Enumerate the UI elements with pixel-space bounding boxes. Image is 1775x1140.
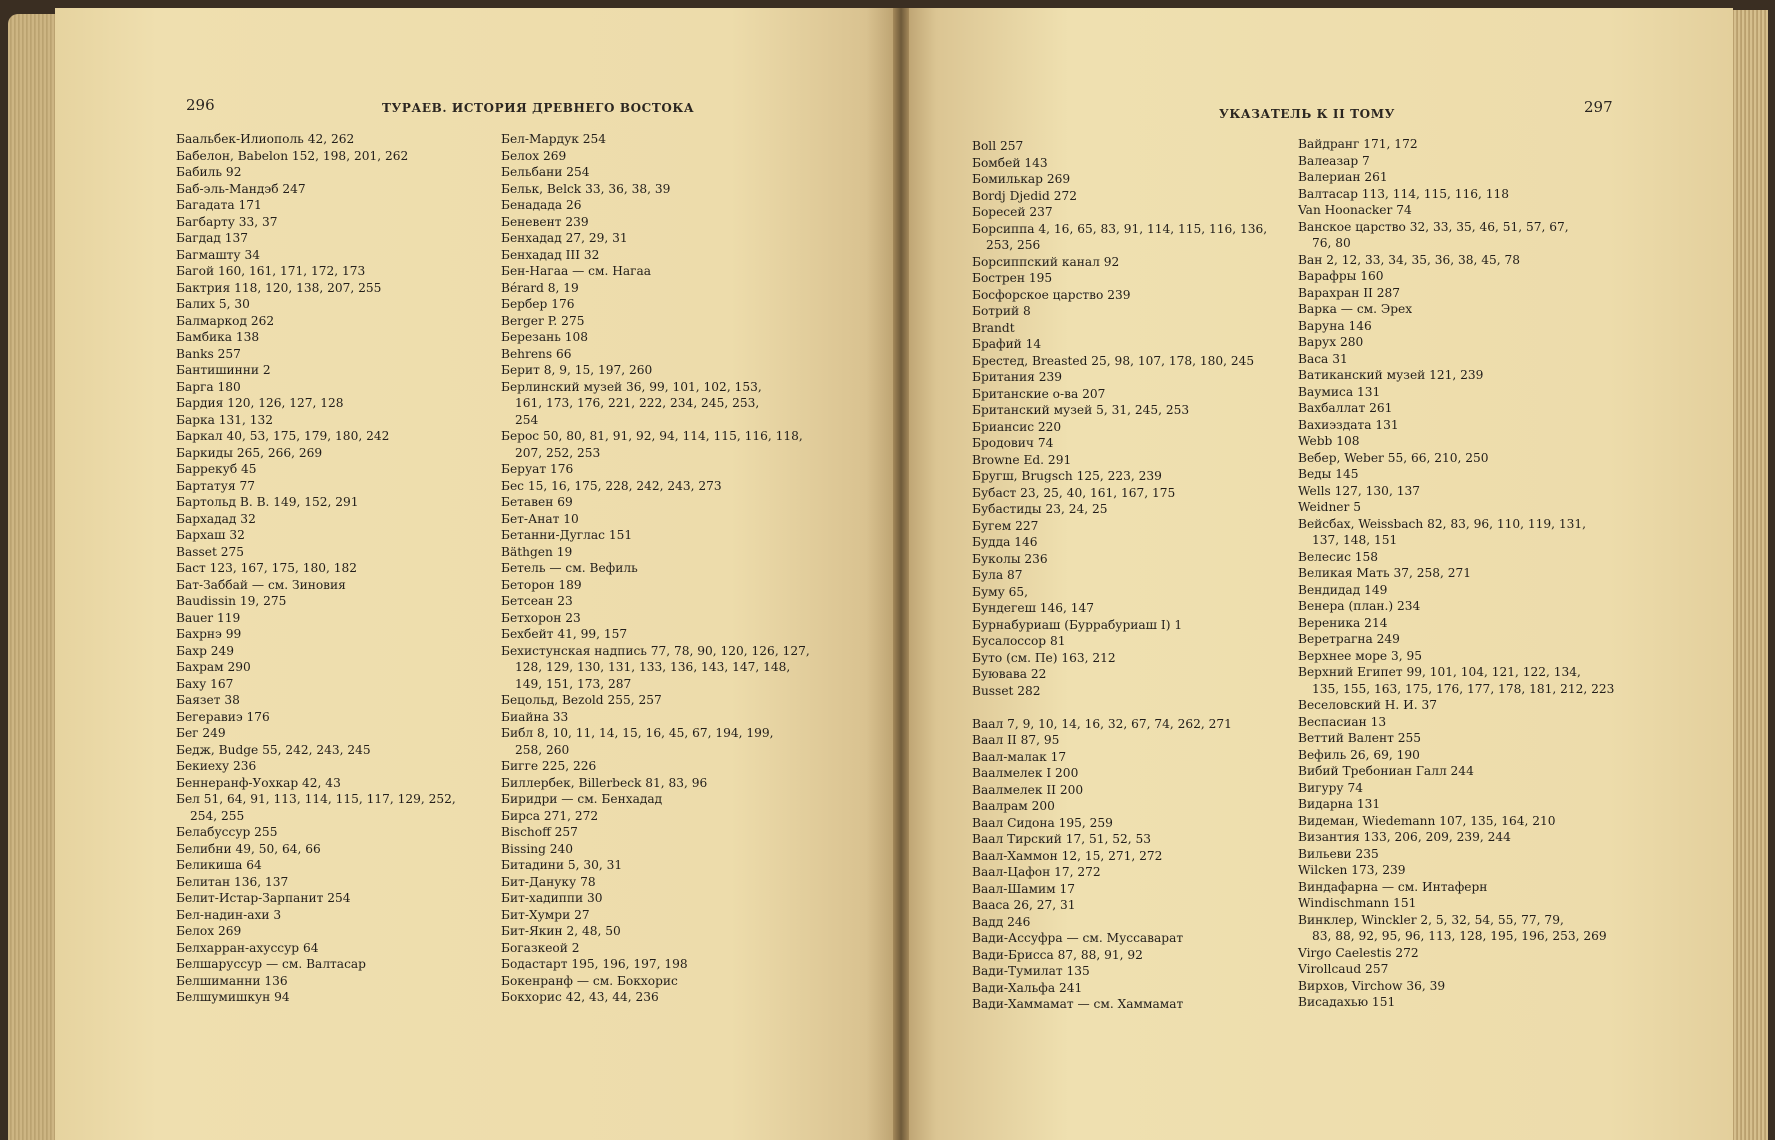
- index-entry: Вереника 214: [1298, 615, 1388, 630]
- index-entry: Винклер, Winckler 2, 5, 32, 54, 55, 77, 79,: [1298, 912, 1564, 927]
- index-entry: Вибий Требониан Галл 244: [1298, 764, 1474, 778]
- index-entry: Буколы 236: [972, 551, 1048, 566]
- index-entry: Баркиды 265, 266, 269: [176, 445, 323, 460]
- index-entry: Бахр 249: [176, 643, 235, 658]
- index-entry: Белибни 49, 50, 64, 66: [176, 841, 321, 856]
- index-entry: Вааса 26, 27, 31: [972, 898, 1076, 912]
- index-entry: Баррекуб 45: [176, 462, 257, 476]
- index-entry: Белит-Истар-Зарпанит 254: [176, 891, 351, 905]
- index-entry: Бербер 176: [501, 297, 575, 311]
- index-entry: Баальбек-Илиополь 42, 262: [176, 132, 355, 146]
- index-entry: Варафры 160: [1298, 269, 1384, 283]
- index-entry: Багбарту 33, 37: [176, 214, 278, 229]
- index-entry: Белшиманни 136: [176, 973, 288, 988]
- index-entry: Вирхов, Virchow 36, 39: [1298, 978, 1446, 993]
- left-page-number: 296: [186, 96, 215, 114]
- index-entry: Бекиеху 236: [176, 759, 257, 773]
- index-entry-continuation: 149, 151, 173, 287: [515, 676, 632, 691]
- index-entry: Беннеранф-Уохкар 42, 43: [176, 775, 341, 790]
- index-entry: Behrens 66: [501, 346, 572, 361]
- index-entry: Бубастиды 23, 24, 25: [972, 502, 1108, 516]
- index-entry: Вильеви 235: [1298, 846, 1379, 861]
- left-index-column-1: [176, 131, 456, 1006]
- index-entry: Вайдранг 171, 172: [1298, 137, 1418, 151]
- index-entry: Бехбейт 41, 99, 157: [501, 627, 628, 641]
- index-entry: Вади-Хаммамат — см. Хаммамат: [972, 997, 1184, 1011]
- right-index-column-1: [972, 138, 1267, 1013]
- index-entry-continuation: 254: [515, 412, 539, 427]
- index-entry: Биллербек, Billerbeck 81, 83, 96: [501, 775, 708, 790]
- index-entry: Бусалоссор 81: [972, 634, 1066, 648]
- index-entry: Вейсбах, Weissbach 82, 83, 96, 110, 119, 131,: [1298, 516, 1587, 531]
- index-entry: Вигуру 74: [1298, 780, 1363, 795]
- index-entry: Варуна 146: [1298, 318, 1372, 333]
- index-entry: Ваал-Шамим 17: [972, 881, 1075, 896]
- index-entry: Веретрагна 249: [1298, 632, 1400, 646]
- index-entry: Белшаруссур — см. Валтасар: [176, 957, 366, 971]
- index-entry: Вебер, Weber 55, 66, 210, 250: [1298, 450, 1489, 465]
- index-entry: Беторон 189: [501, 577, 582, 592]
- index-entry: Бельбани 254: [501, 165, 590, 179]
- index-entry: Бетсеан 23: [501, 594, 573, 608]
- index-entry: Бит-хадиппи 30: [501, 891, 603, 905]
- index-entry: Бархаш 32: [176, 528, 245, 542]
- index-entry: Битадини 5, 30, 31: [501, 858, 623, 872]
- index-entry: Бострен 195: [972, 271, 1053, 285]
- index-entry: Бубаст 23, 25, 40, 161, 167, 175: [972, 485, 1176, 500]
- index-entry: Ботрий 8: [972, 304, 1031, 318]
- index-entry: Weidner 5: [1298, 500, 1361, 514]
- index-section-gap: [972, 699, 1267, 716]
- index-entry: Boll 257: [972, 139, 1024, 153]
- index-entry: Белшумишкун 94: [176, 990, 290, 1004]
- index-entry: Британские о-ва 207: [972, 386, 1106, 401]
- index-entry: Бурнабуриаш (Буррабуриаш I) 1: [972, 617, 1183, 632]
- index-entry: Борсиппский канал 92: [972, 254, 1120, 269]
- index-entry: Беликиша 64: [176, 858, 262, 872]
- index-entry: Баркал 40, 53, 175, 179, 180, 242: [176, 429, 390, 443]
- index-entry-continuation: 254, 255: [190, 808, 245, 823]
- index-entry: Banks 257: [176, 346, 241, 361]
- index-entry: Вади-Брисса 87, 88, 91, 92: [972, 947, 1143, 962]
- index-entry: Бес 15, 16, 175, 228, 242, 243, 273: [501, 478, 722, 493]
- index-entry: Бит-Якин 2, 48, 50: [501, 924, 621, 938]
- index-entry: Багадата 171: [176, 198, 262, 212]
- index-entry: Биайна 33: [501, 709, 569, 724]
- index-entry: Ваал 7, 9, 10, 14, 16, 32, 67, 74, 262, 271: [972, 716, 1232, 731]
- index-entry: Бехистунская надпись 77, 78, 90, 120, 126, 127,: [501, 643, 810, 658]
- index-entry: Ван 2, 12, 33, 34, 35, 36, 38, 45, 78: [1298, 252, 1521, 267]
- index-entry: Бабиль 92: [176, 165, 242, 179]
- index-entry: Вади-Тумилат 135: [972, 964, 1090, 978]
- index-entry: Вефиль 26, 69, 190: [1298, 747, 1420, 762]
- index-entry: Белох 269: [176, 924, 242, 938]
- index-entry: Бабелон, Babelon 152, 198, 201, 262: [176, 148, 409, 163]
- index-entry: Буму 65,: [972, 584, 1029, 599]
- index-entry: Бег 249: [176, 726, 226, 740]
- index-entry: Вахбаллат 261: [1298, 401, 1393, 415]
- index-entry: Бантишинни 2: [176, 363, 271, 377]
- index-entry: Барга 180: [176, 379, 241, 394]
- index-entry: Вадд 246: [972, 914, 1031, 929]
- index-entry: Белхарран-ахуссур 64: [176, 940, 319, 955]
- index-entry: Бахрам 290: [176, 660, 251, 674]
- index-entry: Bäthgen 19: [501, 544, 573, 559]
- index-entry: Византия 133, 206, 209, 239, 244: [1298, 830, 1511, 844]
- left-index-column-2: [501, 131, 810, 1006]
- index-entry: Беневент 239: [501, 214, 589, 229]
- index-entry: Багой 160, 161, 171, 172, 173: [176, 264, 366, 278]
- index-entry: Бриансис 220: [972, 419, 1062, 434]
- index-entry: Бундегеш 146, 147: [972, 601, 1095, 615]
- index-entry: Wells 127, 130, 137: [1298, 483, 1420, 498]
- index-entry: Видарна 131: [1298, 797, 1381, 811]
- index-entry: Бартатуя 77: [176, 478, 256, 493]
- index-entry: Ваалмелек II 200: [972, 782, 1084, 797]
- index-entry: Ваал II 87, 95: [972, 733, 1060, 747]
- index-entry: Баб-эль-Мандэб 247: [176, 181, 306, 196]
- index-entry: Веселовский Н. И. 37: [1298, 698, 1437, 712]
- index-entry: Бомилькар 269: [972, 172, 1071, 186]
- index-entry: Балмаркод 262: [176, 313, 275, 328]
- index-entry: Бродович 74: [972, 436, 1054, 450]
- index-entry: Богазкеой 2: [501, 940, 580, 955]
- index-entry: Белабуссур 255: [176, 825, 278, 839]
- index-entry: Бетавен 69: [501, 495, 573, 509]
- index-entry: Варка — см. Эрех: [1298, 302, 1413, 316]
- index-entry: Вади-Ассуфра — см. Муссаварат: [972, 931, 1184, 945]
- index-entry: Березань 108: [501, 330, 588, 344]
- index-entry: Бат-Заббай — см. Зиновия: [176, 577, 346, 592]
- index-entry: Веттий Валент 255: [1298, 731, 1421, 745]
- index-entry: Ванское царство 32, 33, 35, 46, 51, 57, 67,: [1298, 219, 1569, 234]
- index-entry: Багмашту 34: [176, 247, 260, 262]
- index-entry: Бельк, Belck 33, 36, 38, 39: [501, 181, 671, 196]
- index-entry: Буювава 22: [972, 667, 1047, 681]
- right-running-head: УКАЗАТЕЛЬ К II ТОМУ: [1219, 107, 1395, 121]
- index-entry: Виндафарна — см. Интаферн: [1298, 879, 1488, 894]
- index-entry: Вендидад 149: [1298, 582, 1388, 597]
- index-entry: Баст 123, 167, 175, 180, 182: [176, 561, 357, 575]
- index-entry: Бигге 225, 226: [501, 759, 597, 773]
- index-entry-continuation: 128, 129, 130, 131, 133, 136, 143, 147, 148,: [515, 660, 791, 674]
- index-entry-continuation: 135, 155, 163, 175, 176, 177, 178, 181, 212, 223: [1312, 681, 1615, 696]
- index-entry: Валтасар 113, 114, 115, 116, 118: [1298, 186, 1510, 201]
- index-entry: Бархадад 32: [176, 511, 256, 526]
- index-entry: Wilcken 173, 239: [1298, 863, 1406, 877]
- index-entry: Вади-Хальфа 241: [972, 980, 1083, 995]
- index-entry: Белитан 136, 137: [176, 874, 289, 889]
- index-entry: Browne Ed. 291: [972, 452, 1072, 467]
- index-entry: Бахрнэ 99: [176, 627, 242, 641]
- index-entry: Virollcaud 257: [1298, 962, 1389, 976]
- index-entry: Baudissin 19, 275: [176, 594, 287, 608]
- index-entry: Bauer 119: [176, 610, 241, 625]
- index-entry: Berger P. 275: [501, 313, 585, 328]
- index-entry: Берос 50, 80, 81, 91, 92, 94, 114, 115, 116, 118,: [501, 429, 803, 443]
- index-entry: Берит 8, 9, 15, 197, 260: [501, 363, 653, 377]
- index-entry: Бит-Дануку 78: [501, 874, 596, 889]
- index-entry: Бел-Мардук 254: [501, 132, 607, 146]
- index-entry: Бактрия 118, 120, 138, 207, 255: [176, 280, 382, 295]
- index-entry: Верхний Египет 99, 101, 104, 121, 122, 134,: [1298, 665, 1581, 679]
- index-entry: Бокхорис 42, 43, 44, 236: [501, 990, 659, 1004]
- index-entry: Бамбика 138: [176, 330, 260, 344]
- index-entry: Бомбей 143: [972, 155, 1048, 170]
- index-entry: Валериан 261: [1298, 170, 1388, 184]
- index-entry: Була 87: [972, 568, 1023, 582]
- index-entry: Брестед, Breasted 25, 98, 107, 178, 180, 245: [972, 353, 1255, 368]
- index-entry: Варух 280: [1298, 335, 1364, 349]
- index-entry: Багдад 137: [176, 231, 249, 245]
- index-entry: Бартольд В. В. 149, 152, 291: [176, 495, 359, 509]
- index-entry: Беруат 176: [501, 462, 574, 476]
- index-entry: Висадахью 151: [1298, 995, 1396, 1009]
- index-entry: Ваумиса 131: [1298, 384, 1381, 399]
- index-entry-continuation: 161, 173, 176, 221, 222, 234, 245, 253,: [515, 396, 760, 410]
- index-entry: Бетель — см. Вефиль: [501, 561, 638, 575]
- index-entry: Бенхадад 27, 29, 31: [501, 231, 628, 245]
- left-page-edges: [8, 14, 60, 1140]
- index-entry: Van Hoonacker 74: [1298, 203, 1412, 217]
- index-entry: Бел 51, 64, 91, 113, 114, 115, 117, 129, 252,: [176, 792, 456, 806]
- index-entry: Библ 8, 10, 11, 14, 15, 16, 45, 67, 194, 199,: [501, 726, 774, 740]
- index-entry: Ваалрам 200: [972, 799, 1055, 813]
- index-entry: Bérard 8, 19: [501, 280, 579, 295]
- index-entry: Веды 145: [1298, 467, 1359, 481]
- index-entry: Бенхадад III 32: [501, 247, 600, 262]
- index-entry: Ваалмелек I 200: [972, 766, 1079, 780]
- index-entry: Brandt: [972, 320, 1015, 335]
- index-entry: Бугем 227: [972, 518, 1039, 533]
- index-entry: Видеман, Wiedemann 107, 135, 164, 210: [1298, 813, 1556, 828]
- right-page-number: 297: [1584, 98, 1613, 116]
- index-entry: Верхнее море 3, 95: [1298, 648, 1422, 663]
- index-entry: Балих 5, 30: [176, 297, 250, 311]
- index-entry-continuation: 83, 88, 92, 95, 96, 113, 128, 195, 196, 253, 269: [1312, 929, 1607, 943]
- index-entry: Великая Мать 37, 258, 271: [1298, 566, 1472, 580]
- index-entry: Баху 167: [176, 676, 234, 691]
- book-gutter: [893, 8, 909, 1140]
- index-entry: Биридри — см. Бенхадад: [501, 792, 663, 806]
- index-entry: Бетхорон 23: [501, 610, 581, 625]
- index-entry: Барка 131, 132: [176, 412, 274, 427]
- index-entry: Бардия 120, 126, 127, 128: [176, 396, 344, 410]
- index-entry: Бен-Нагаа — см. Нагаа: [501, 264, 652, 278]
- index-entry: Вахиэздата 131: [1298, 417, 1399, 432]
- left-running-head: ТУРАЕВ. ИСТОРИЯ ДРЕВНЕГО ВОСТОКА: [382, 101, 695, 115]
- index-entry: Webb 108: [1298, 434, 1360, 448]
- index-entry: Бецольд, Bezold 255, 257: [501, 693, 662, 707]
- index-entry-continuation: 258, 260: [515, 742, 570, 757]
- index-entry: Bissing 240: [501, 841, 574, 856]
- index-entry: Бет-Анат 10: [501, 511, 579, 526]
- index-entry: Ваал-Хаммон 12, 15, 271, 272: [972, 848, 1163, 863]
- index-entry: Бирса 271, 272: [501, 808, 599, 823]
- index-entry: Велесис 158: [1298, 549, 1379, 564]
- index-entry: Белох 269: [501, 148, 567, 163]
- index-entry: Буто (см. Пе) 163, 212: [972, 650, 1116, 665]
- index-entry: Bordj Djedid 272: [972, 188, 1077, 203]
- index-entry: Брафий 14: [972, 337, 1042, 351]
- index-entry: Бенадада 26: [501, 198, 582, 212]
- index-entry: Веспасиан 13: [1298, 714, 1387, 729]
- index-entry: Бетанни-Дуглас 151: [501, 528, 633, 542]
- index-entry: Бегеравиэ 176: [176, 709, 270, 724]
- index-entry: Босфорское царство 239: [972, 287, 1131, 302]
- index-entry-continuation: 137, 148, 151: [1312, 533, 1398, 547]
- index-entry-continuation: 207, 252, 253: [515, 445, 601, 460]
- index-entry: Венера (план.) 234: [1298, 599, 1421, 613]
- index-entry-continuation: 253, 256: [986, 238, 1041, 252]
- index-entry: Бодастарт 195, 196, 197, 198: [501, 957, 688, 971]
- index-entry: Британский музей 5, 31, 245, 253: [972, 403, 1190, 417]
- index-entry: Британия 239: [972, 370, 1062, 384]
- index-entry: Ваал Тирский 17, 51, 52, 53: [972, 832, 1151, 846]
- index-entry: Ваал-Цафон 17, 272: [972, 865, 1101, 879]
- index-entry: Ватиканский музей 121, 239: [1298, 368, 1484, 382]
- index-entry-continuation: 76, 80: [1312, 236, 1351, 250]
- index-entry: Берлинский музей 36, 99, 101, 102, 153,: [501, 379, 762, 394]
- index-entry: Basset 275: [176, 544, 244, 559]
- index-entry: Busset 282: [972, 683, 1041, 698]
- index-entry: Будда 146: [972, 535, 1038, 549]
- index-entry: Ваал Сидона 195, 259: [972, 815, 1113, 830]
- right-index-column-2: [1298, 136, 1614, 1011]
- index-entry: Бит-Хумри 27: [501, 907, 590, 922]
- index-entry: Windischmann 151: [1298, 896, 1417, 910]
- index-entry: Бругш, Brugsch 125, 223, 239: [972, 469, 1162, 483]
- index-entry: Ваал-малак 17: [972, 749, 1067, 764]
- index-entry: Васа 31: [1298, 351, 1348, 366]
- index-entry: Борсиппа 4, 16, 65, 83, 91, 114, 115, 116, 136,: [972, 221, 1268, 236]
- index-entry: Валеазар 7: [1298, 153, 1370, 168]
- index-entry: Боресей 237: [972, 205, 1053, 219]
- index-entry: Баязет 38: [176, 693, 240, 707]
- index-entry: Bischoff 257: [501, 825, 578, 839]
- index-entry: Virgo Caelestis 272: [1298, 945, 1419, 960]
- index-entry: Бедж, Budge 55, 242, 243, 245: [176, 742, 371, 757]
- index-entry: Бокенранф — см. Бокхорис: [501, 973, 678, 988]
- index-entry: Бел-надин-ахи 3: [176, 907, 282, 922]
- index-entry: Варахран II 287: [1298, 285, 1400, 300]
